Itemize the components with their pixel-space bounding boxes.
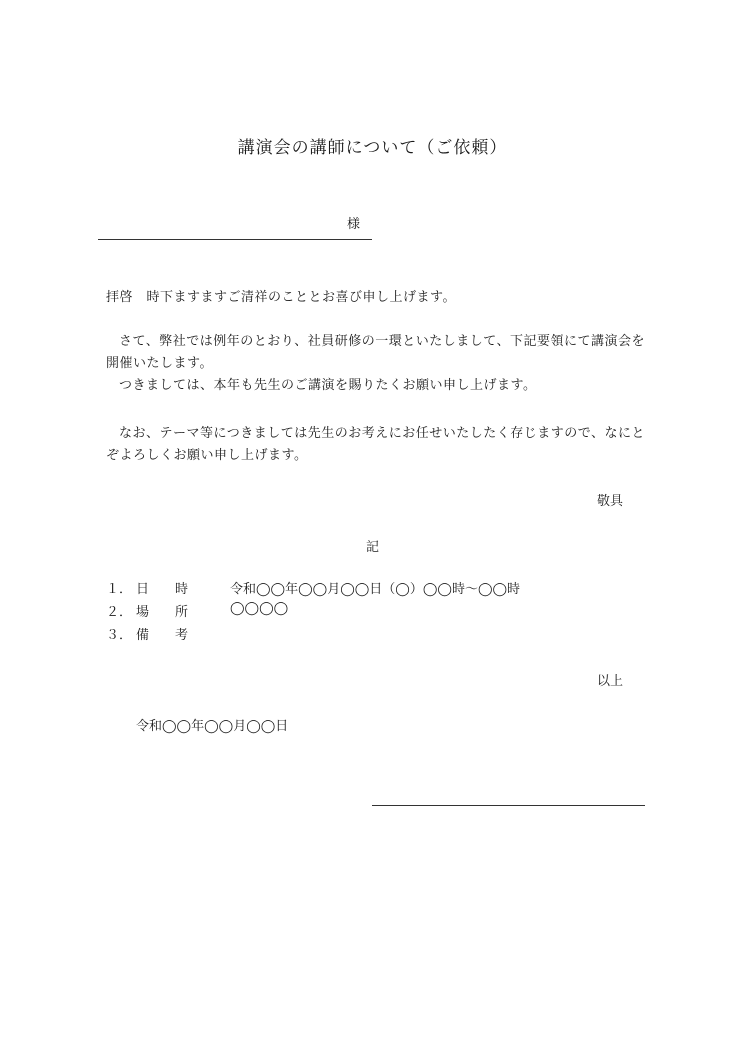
detail-label: 日時 [136,582,215,597]
detail-number: ３． [106,628,133,643]
recipient-name-line [98,239,372,240]
greeting-text: 拝啓 時下ますますご清祥のこととお喜び申し上げます。 [106,290,456,305]
detail-value: 令和◯◯年◯◯月◯◯日（◯）◯◯時～◯◯時 [230,582,521,597]
closing-keigu: 敬具 [597,494,624,509]
detail-label: 場所 [136,605,215,620]
sender-signature-line [372,805,645,806]
detail-number: ２． [106,605,133,620]
ki-heading: 記 [365,540,379,555]
closing-ijou: 以上 [597,674,624,689]
body-paragraph-2: つきましては、本年も先生のご講演を賜りたくお願い申し上げます。 [119,378,537,393]
document-date: 令和◯◯年◯◯月◯◯日 [136,719,289,734]
recipient-suffix: 様 [347,217,361,232]
detail-value: ◯◯◯◯ [230,601,289,616]
body-paragraph-3: なお、テーマ等につきましては先生のお考えにお任せいたしたく存じますので、なにとぞよろしくお願い申し上げます。 [106,426,645,463]
document-title: 講演会の講師について（ご依頼） [237,138,508,158]
body-paragraph-1: さて、弊社では例年のとおり、社員研修の一環といたしまして、下記要領にて講演会を開催いたします。 [106,334,645,371]
detail-number: １． [106,582,133,597]
detail-label: 備考 [136,628,215,643]
